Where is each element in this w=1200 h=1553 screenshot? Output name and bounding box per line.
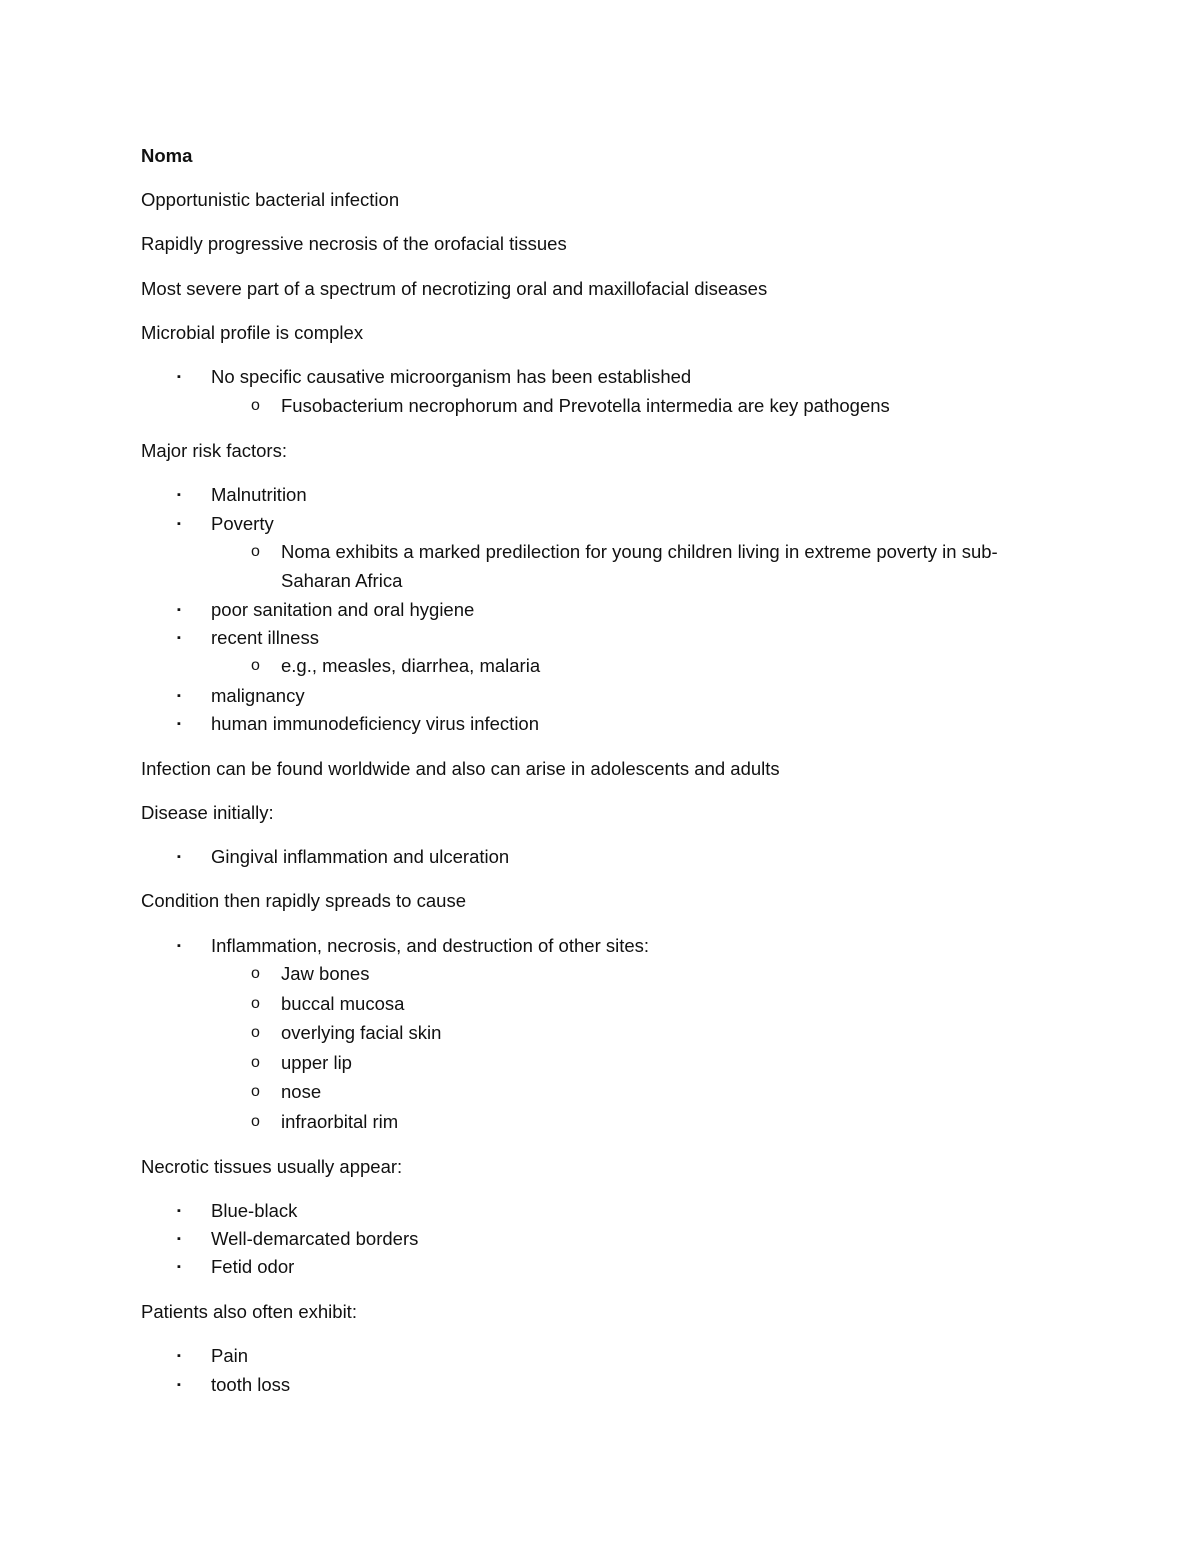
list-item: Inflammation, necrosis, and destruction of other sites: bbox=[211, 935, 650, 956]
circle-bullet-icon: o bbox=[251, 1054, 260, 1071]
sub-list-item: infraorbital rim bbox=[281, 1111, 399, 1132]
sub-list-item: buccal mucosa bbox=[281, 993, 405, 1014]
paragraph: Most severe part of a spectrum of necrotizing oral and maxillofacial diseases bbox=[141, 278, 768, 299]
list-item: Fetid odor bbox=[211, 1256, 295, 1277]
list-item: tooth loss bbox=[211, 1374, 291, 1395]
sub-list-item: Jaw bones bbox=[281, 963, 370, 984]
square-bullet-icon: ▪ bbox=[177, 851, 181, 863]
square-bullet-icon: ▪ bbox=[177, 940, 181, 952]
list-item: Well-demarcated borders bbox=[211, 1228, 419, 1249]
square-bullet-icon: ▪ bbox=[177, 718, 181, 730]
circle-bullet-icon: o bbox=[251, 543, 260, 560]
sub-list-item-continuation: Saharan Africa bbox=[281, 570, 403, 591]
square-bullet-icon: ▪ bbox=[177, 1261, 181, 1273]
paragraph: Microbial profile is complex bbox=[141, 322, 364, 343]
circle-bullet-icon: o bbox=[251, 965, 260, 982]
circle-bullet-icon: o bbox=[251, 1083, 260, 1100]
sub-list-item: overlying facial skin bbox=[281, 1022, 442, 1043]
list-item: recent illness bbox=[211, 627, 319, 648]
circle-bullet-icon: o bbox=[251, 995, 260, 1012]
square-bullet-icon: ▪ bbox=[177, 690, 181, 702]
paragraph: Patients also often exhibit: bbox=[141, 1301, 357, 1322]
list-item: Blue-black bbox=[211, 1200, 298, 1221]
list-item: No specific causative microorganism has been established bbox=[211, 366, 692, 387]
circle-bullet-icon: o bbox=[251, 657, 260, 674]
list-item: Pain bbox=[211, 1345, 249, 1366]
square-bullet-icon: ▪ bbox=[177, 1205, 181, 1217]
sub-list-item: nose bbox=[281, 1081, 322, 1102]
paragraph: Opportunistic bacterial infection bbox=[141, 189, 400, 210]
paragraph: Disease initially: bbox=[141, 802, 274, 823]
list-item: Gingival inflammation and ulceration bbox=[211, 846, 510, 867]
square-bullet-icon: ▪ bbox=[177, 1379, 181, 1391]
paragraph: Major risk factors: bbox=[141, 440, 287, 461]
list-item: Poverty bbox=[211, 513, 274, 534]
paragraph: Condition then rapidly spreads to cause bbox=[141, 890, 466, 911]
paragraph: Rapidly progressive necrosis of the orofacial tissues bbox=[141, 233, 567, 254]
square-bullet-icon: ▪ bbox=[177, 371, 181, 383]
circle-bullet-icon: o bbox=[251, 1113, 260, 1130]
list-item: malignancy bbox=[211, 685, 305, 706]
list-item: Malnutrition bbox=[211, 484, 307, 505]
square-bullet-icon: ▪ bbox=[177, 1350, 181, 1362]
square-bullet-icon: ▪ bbox=[177, 518, 181, 530]
square-bullet-icon: ▪ bbox=[177, 489, 181, 501]
sub-list-item: e.g., measles, diarrhea, malaria bbox=[281, 655, 541, 676]
paragraph: Necrotic tissues usually appear: bbox=[141, 1156, 403, 1177]
list-item: human immunodeficiency virus infection bbox=[211, 713, 540, 734]
circle-bullet-icon: o bbox=[251, 1024, 260, 1041]
sub-list-item: upper lip bbox=[281, 1052, 352, 1073]
document-title: Noma bbox=[141, 145, 193, 166]
square-bullet-icon: ▪ bbox=[177, 632, 181, 644]
list-item: poor sanitation and oral hygiene bbox=[211, 599, 475, 620]
square-bullet-icon: ▪ bbox=[177, 604, 181, 616]
square-bullet-icon: ▪ bbox=[177, 1233, 181, 1245]
sub-list-item: Noma exhibits a marked predilection for young children living in extreme poverty in sub- bbox=[281, 541, 998, 562]
sub-list-item: Fusobacterium necrophorum and Prevotella intermedia are key pathogens bbox=[281, 395, 890, 416]
paragraph: Infection can be found worldwide and also can arise in adolescents and adults bbox=[141, 758, 780, 779]
circle-bullet-icon: o bbox=[251, 397, 260, 414]
